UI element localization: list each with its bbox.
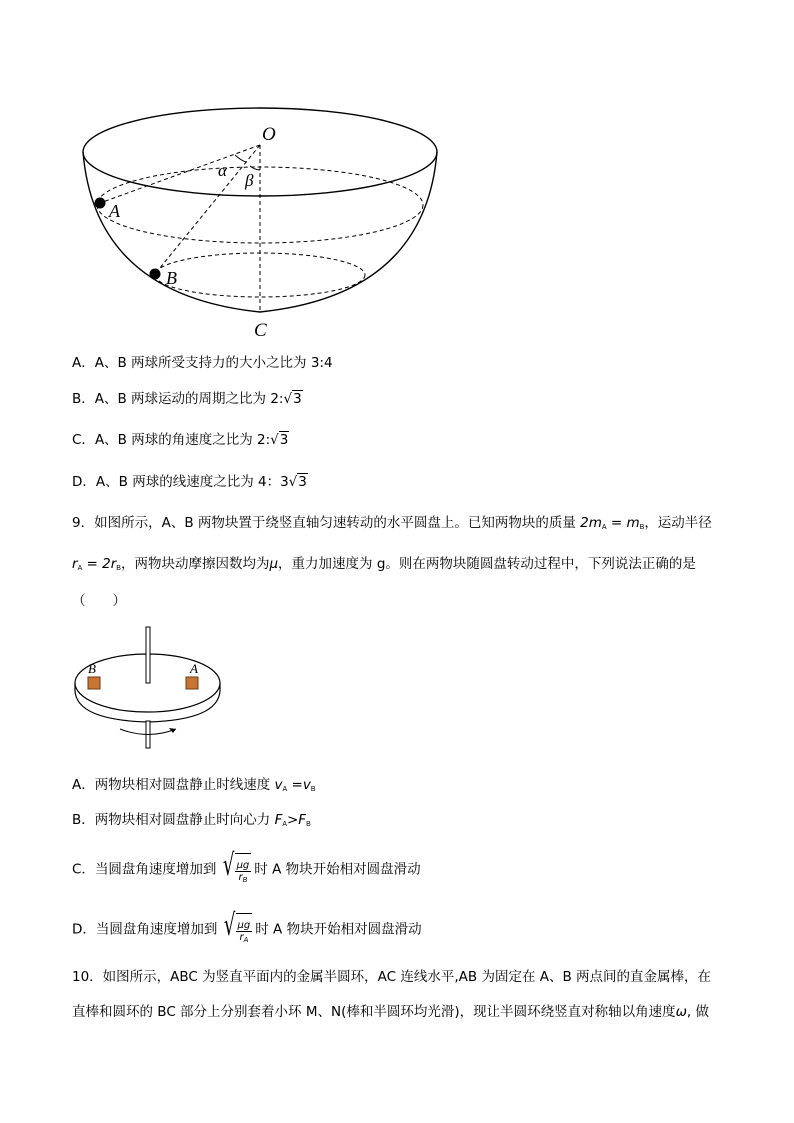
q10-stem-line2: 直棒和圆环的 BC 部分上分别套着小环 M、N(棒和半圆环均光滑)，现让半圆环绕竖直对称轴以角速度ω, 做 (72, 1004, 710, 1020)
q9-option-c: C．当圆盘角速度增加到 √ $\frac{\mu g}{r_B}$ 时 A 物块开始相对圆盘滑动 (72, 848, 421, 891)
q10-stem-line1: 10．如图所示，ABC 为竖直平面内的金属半圆环，AC 连线水平,AB 为固定在 A、B 两点间的直金属棒，在 (72, 969, 712, 985)
ball-a (95, 198, 106, 209)
axis-top (146, 627, 150, 683)
label-beta: β (245, 171, 254, 190)
label-alpha: α (218, 161, 227, 180)
q9-stem-line1: 9．如图所示，A、B 两物块置于绕竖直轴匀速转动的水平圆盘上。已知两物块的质量 $2m_A = m_B$，运动半径 (72, 515, 712, 531)
q8-option-a: A．A、B 两球所受支持力的大小之比为 3:4 (72, 355, 333, 371)
q9-answer-bracket: （ ） (72, 593, 126, 609)
q9-option-b: B．两物块相对圆盘静止时向心力 $F_A>F_B$ (72, 812, 311, 828)
q9-stem-line2: $r_A = 2r_B$，两物块动摩擦因数均为μ，重力加速度为 g。则在两物块随圆盘转动过程中，下列说法正确的是 (72, 556, 696, 572)
label-block-a: A (190, 661, 198, 676)
label-a: A (109, 201, 120, 221)
q8-option-b: B．A、B 两球运动的周期之比为 2:√3 (72, 391, 302, 407)
q8-option-c: C．A、B 两球的角速度之比为 2:√3 (72, 432, 289, 448)
bowl-figure (75, 100, 455, 345)
label-o: O (262, 124, 276, 145)
angle-alpha-arc (235, 155, 247, 162)
label-block-b: B (88, 661, 96, 676)
block-b (88, 677, 100, 689)
rotation-arrowhead (169, 728, 176, 733)
block-a (186, 677, 198, 689)
label-c: C (254, 320, 267, 341)
line-ob (155, 145, 260, 274)
q9-option-d: D．当圆盘角速度增加到 √ $\frac{\mu g}{r_A}$ 时 A 物块开始相对圆盘滑动 (72, 908, 422, 951)
disc-figure (72, 625, 242, 755)
q9-option-a: A．两物块相对圆盘静止时线速度 $v_A =v_B$ (72, 777, 316, 793)
label-b: B (166, 268, 177, 288)
q8-option-d: D．A、B 两球的线速度之比为 4：3√3 (72, 474, 307, 490)
ball-b (150, 269, 161, 280)
